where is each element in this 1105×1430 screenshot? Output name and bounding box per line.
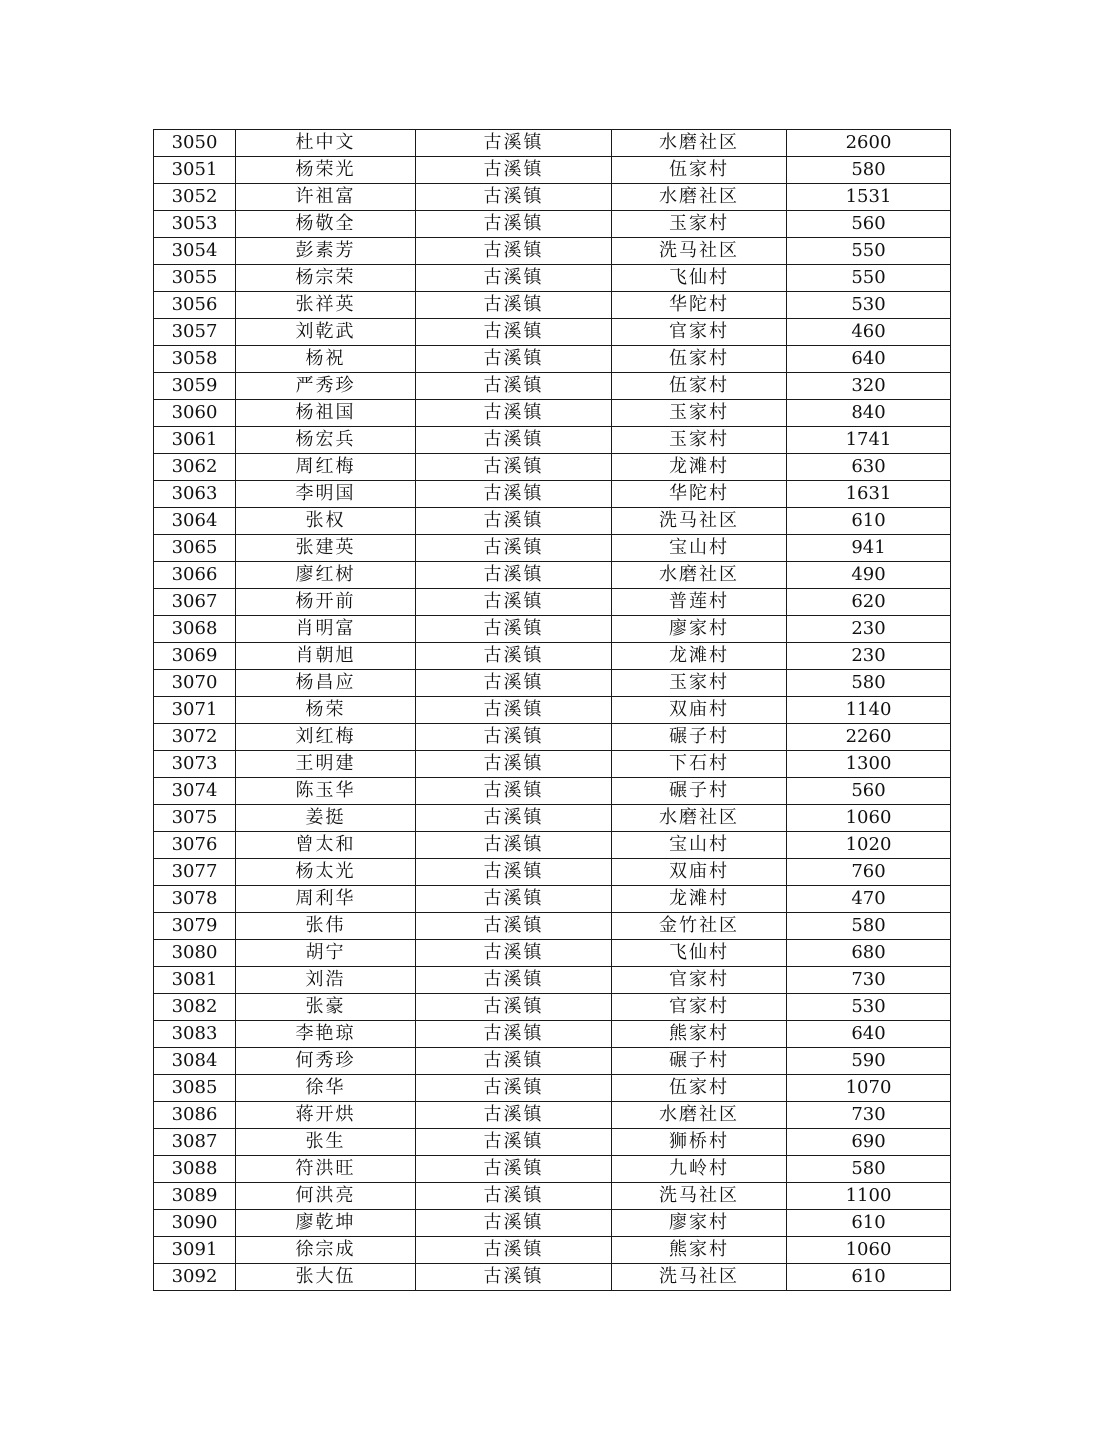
table-row — [154, 1156, 951, 1183]
cell-town: 古溪镇 — [416, 211, 612, 238]
cell-id: 3072 — [154, 724, 236, 751]
table-row — [154, 643, 951, 670]
cell-amount: 1741 — [787, 427, 951, 454]
table-row — [154, 157, 951, 184]
cell-name: 符洪旺 — [236, 1156, 416, 1183]
cell-town: 古溪镇 — [416, 238, 612, 265]
cell-name: 李明国 — [236, 481, 416, 508]
cell-village: 飞仙村 — [612, 265, 787, 292]
cell-town: 古溪镇 — [416, 724, 612, 751]
cell-village: 宝山村 — [612, 832, 787, 859]
cell-town: 古溪镇 — [416, 913, 612, 940]
cell-id: 3055 — [154, 265, 236, 292]
table-row — [154, 940, 951, 967]
cell-town: 古溪镇 — [416, 562, 612, 589]
cell-amount: 1300 — [787, 751, 951, 778]
cell-town: 古溪镇 — [416, 1210, 612, 1237]
cell-town: 古溪镇 — [416, 508, 612, 535]
cell-name: 杨敬全 — [236, 211, 416, 238]
cell-amount: 620 — [787, 589, 951, 616]
cell-town: 古溪镇 — [416, 427, 612, 454]
cell-town: 古溪镇 — [416, 1075, 612, 1102]
cell-id: 3070 — [154, 670, 236, 697]
cell-amount: 1020 — [787, 832, 951, 859]
cell-village: 水磨社区 — [612, 805, 787, 832]
cell-village: 洗马社区 — [612, 1183, 787, 1210]
cell-id: 3077 — [154, 859, 236, 886]
cell-id: 3063 — [154, 481, 236, 508]
cell-town: 古溪镇 — [416, 805, 612, 832]
cell-amount: 580 — [787, 670, 951, 697]
cell-village: 玉家村 — [612, 427, 787, 454]
cell-village: 熊家村 — [612, 1237, 787, 1264]
cell-town: 古溪镇 — [416, 751, 612, 778]
cell-name: 杨太光 — [236, 859, 416, 886]
cell-village: 龙滩村 — [612, 643, 787, 670]
cell-amount: 1070 — [787, 1075, 951, 1102]
cell-village: 碾子村 — [612, 1048, 787, 1075]
cell-id: 3054 — [154, 238, 236, 265]
roster-table-body — [154, 130, 951, 1291]
cell-id: 3059 — [154, 373, 236, 400]
cell-amount: 730 — [787, 967, 951, 994]
cell-id: 3064 — [154, 508, 236, 535]
cell-amount: 550 — [787, 238, 951, 265]
cell-town: 古溪镇 — [416, 130, 612, 157]
cell-id: 3090 — [154, 1210, 236, 1237]
cell-amount: 630 — [787, 454, 951, 481]
cell-amount: 1060 — [787, 1237, 951, 1264]
cell-id: 3061 — [154, 427, 236, 454]
table-row — [154, 1264, 951, 1291]
cell-name: 杨宏兵 — [236, 427, 416, 454]
table-row — [154, 481, 951, 508]
cell-village: 官家村 — [612, 994, 787, 1021]
cell-id: 3057 — [154, 319, 236, 346]
cell-id: 3060 — [154, 400, 236, 427]
cell-id: 3058 — [154, 346, 236, 373]
cell-village: 玉家村 — [612, 400, 787, 427]
cell-town: 古溪镇 — [416, 454, 612, 481]
cell-id: 3088 — [154, 1156, 236, 1183]
cell-amount: 730 — [787, 1102, 951, 1129]
cell-village: 官家村 — [612, 967, 787, 994]
cell-village: 普莲村 — [612, 589, 787, 616]
cell-id: 3078 — [154, 886, 236, 913]
cell-name: 张建英 — [236, 535, 416, 562]
cell-town: 古溪镇 — [416, 859, 612, 886]
table-row — [154, 913, 951, 940]
cell-village: 飞仙村 — [612, 940, 787, 967]
cell-name: 刘浩 — [236, 967, 416, 994]
cell-name: 许祖富 — [236, 184, 416, 211]
cell-town: 古溪镇 — [416, 886, 612, 913]
table-row — [154, 1021, 951, 1048]
cell-village: 华陀村 — [612, 481, 787, 508]
table-row — [154, 1183, 951, 1210]
cell-name: 肖明富 — [236, 616, 416, 643]
cell-town: 古溪镇 — [416, 1156, 612, 1183]
cell-name: 杨宗荣 — [236, 265, 416, 292]
cell-amount: 2600 — [787, 130, 951, 157]
cell-amount: 941 — [787, 535, 951, 562]
cell-id: 3056 — [154, 292, 236, 319]
cell-amount: 580 — [787, 913, 951, 940]
cell-name: 杨荣 — [236, 697, 416, 724]
cell-name: 张权 — [236, 508, 416, 535]
table-row — [154, 238, 951, 265]
cell-id: 3080 — [154, 940, 236, 967]
cell-village: 廖家村 — [612, 1210, 787, 1237]
table-row — [154, 994, 951, 1021]
cell-id: 3087 — [154, 1129, 236, 1156]
cell-town: 古溪镇 — [416, 940, 612, 967]
cell-amount: 1140 — [787, 697, 951, 724]
table-row — [154, 346, 951, 373]
cell-name: 廖红树 — [236, 562, 416, 589]
cell-town: 古溪镇 — [416, 697, 612, 724]
cell-town: 古溪镇 — [416, 616, 612, 643]
cell-village: 双庙村 — [612, 697, 787, 724]
cell-amount: 560 — [787, 211, 951, 238]
table-row — [154, 1210, 951, 1237]
cell-village: 华陀村 — [612, 292, 787, 319]
table-row — [154, 184, 951, 211]
cell-name: 杨开前 — [236, 589, 416, 616]
cell-name: 张大伍 — [236, 1264, 416, 1291]
cell-name: 徐华 — [236, 1075, 416, 1102]
table-row — [154, 724, 951, 751]
cell-amount: 1060 — [787, 805, 951, 832]
table-row — [154, 967, 951, 994]
cell-amount: 530 — [787, 994, 951, 1021]
cell-amount: 580 — [787, 1156, 951, 1183]
table-row — [154, 265, 951, 292]
cell-name: 李艳琼 — [236, 1021, 416, 1048]
cell-town: 古溪镇 — [416, 265, 612, 292]
cell-village: 玉家村 — [612, 670, 787, 697]
cell-town: 古溪镇 — [416, 1183, 612, 1210]
cell-amount: 680 — [787, 940, 951, 967]
cell-id: 3071 — [154, 697, 236, 724]
cell-town: 古溪镇 — [416, 670, 612, 697]
cell-name: 杜中文 — [236, 130, 416, 157]
cell-amount: 460 — [787, 319, 951, 346]
table-row — [154, 292, 951, 319]
cell-village: 水磨社区 — [612, 184, 787, 211]
cell-village: 狮桥村 — [612, 1129, 787, 1156]
table-row — [154, 535, 951, 562]
cell-village: 水磨社区 — [612, 562, 787, 589]
cell-village: 金竹社区 — [612, 913, 787, 940]
table-row — [154, 589, 951, 616]
cell-id: 3051 — [154, 157, 236, 184]
cell-town: 古溪镇 — [416, 373, 612, 400]
table-row — [154, 400, 951, 427]
table-row — [154, 751, 951, 778]
table-row — [154, 454, 951, 481]
cell-name: 杨荣光 — [236, 157, 416, 184]
cell-village: 洗马社区 — [612, 508, 787, 535]
cell-name: 刘红梅 — [236, 724, 416, 751]
table-row — [154, 697, 951, 724]
cell-amount: 1100 — [787, 1183, 951, 1210]
cell-name: 杨祖国 — [236, 400, 416, 427]
cell-name: 王明建 — [236, 751, 416, 778]
table-row — [154, 1075, 951, 1102]
cell-id: 3052 — [154, 184, 236, 211]
cell-id: 3081 — [154, 967, 236, 994]
cell-town: 古溪镇 — [416, 535, 612, 562]
table-row — [154, 1102, 951, 1129]
cell-village: 碾子村 — [612, 724, 787, 751]
cell-amount: 320 — [787, 373, 951, 400]
cell-id: 3069 — [154, 643, 236, 670]
cell-village: 碾子村 — [612, 778, 787, 805]
cell-amount: 2260 — [787, 724, 951, 751]
cell-name: 刘乾武 — [236, 319, 416, 346]
cell-name: 胡宁 — [236, 940, 416, 967]
cell-town: 古溪镇 — [416, 481, 612, 508]
cell-village: 宝山村 — [612, 535, 787, 562]
cell-name: 廖乾坤 — [236, 1210, 416, 1237]
table-row — [154, 805, 951, 832]
cell-town: 古溪镇 — [416, 157, 612, 184]
cell-amount: 590 — [787, 1048, 951, 1075]
cell-id: 3083 — [154, 1021, 236, 1048]
cell-amount: 640 — [787, 1021, 951, 1048]
cell-name: 周红梅 — [236, 454, 416, 481]
table-row — [154, 562, 951, 589]
cell-name: 张豪 — [236, 994, 416, 1021]
table-row — [154, 373, 951, 400]
cell-amount: 550 — [787, 265, 951, 292]
cell-id: 3075 — [154, 805, 236, 832]
cell-amount: 640 — [787, 346, 951, 373]
cell-id: 3076 — [154, 832, 236, 859]
table-row — [154, 211, 951, 238]
cell-village: 熊家村 — [612, 1021, 787, 1048]
cell-village: 龙滩村 — [612, 454, 787, 481]
cell-id: 3050 — [154, 130, 236, 157]
cell-village: 洗马社区 — [612, 1264, 787, 1291]
cell-id: 3062 — [154, 454, 236, 481]
table-row — [154, 427, 951, 454]
cell-id: 3084 — [154, 1048, 236, 1075]
cell-name: 张生 — [236, 1129, 416, 1156]
cell-town: 古溪镇 — [416, 400, 612, 427]
cell-id: 3073 — [154, 751, 236, 778]
cell-id: 3068 — [154, 616, 236, 643]
cell-name: 蒋开烘 — [236, 1102, 416, 1129]
cell-town: 古溪镇 — [416, 346, 612, 373]
cell-town: 古溪镇 — [416, 1129, 612, 1156]
cell-village: 伍家村 — [612, 346, 787, 373]
cell-id: 3079 — [154, 913, 236, 940]
table-row — [154, 859, 951, 886]
cell-name: 周利华 — [236, 886, 416, 913]
table-row — [154, 1129, 951, 1156]
cell-name: 曾太和 — [236, 832, 416, 859]
cell-town: 古溪镇 — [416, 292, 612, 319]
cell-town: 古溪镇 — [416, 1102, 612, 1129]
table-row — [154, 1048, 951, 1075]
cell-town: 古溪镇 — [416, 1021, 612, 1048]
table-row — [154, 832, 951, 859]
cell-amount: 1531 — [787, 184, 951, 211]
cell-amount: 610 — [787, 1210, 951, 1237]
cell-amount: 230 — [787, 616, 951, 643]
cell-amount: 760 — [787, 859, 951, 886]
cell-name: 张祥英 — [236, 292, 416, 319]
cell-village: 龙滩村 — [612, 886, 787, 913]
cell-town: 古溪镇 — [416, 832, 612, 859]
cell-town: 古溪镇 — [416, 589, 612, 616]
table-row — [154, 508, 951, 535]
cell-id: 3074 — [154, 778, 236, 805]
cell-village: 下石村 — [612, 751, 787, 778]
cell-amount: 530 — [787, 292, 951, 319]
cell-village: 伍家村 — [612, 373, 787, 400]
cell-id: 3066 — [154, 562, 236, 589]
cell-amount: 1631 — [787, 481, 951, 508]
cell-village: 洗马社区 — [612, 238, 787, 265]
cell-amount: 610 — [787, 508, 951, 535]
cell-name: 杨昌应 — [236, 670, 416, 697]
cell-village: 官家村 — [612, 319, 787, 346]
cell-name: 陈玉华 — [236, 778, 416, 805]
cell-name: 肖朝旭 — [236, 643, 416, 670]
table-row — [154, 886, 951, 913]
cell-amount: 560 — [787, 778, 951, 805]
cell-name: 严秀珍 — [236, 373, 416, 400]
cell-town: 古溪镇 — [416, 778, 612, 805]
cell-town: 古溪镇 — [416, 994, 612, 1021]
roster-table — [153, 129, 951, 1291]
cell-id: 3053 — [154, 211, 236, 238]
cell-id: 3086 — [154, 1102, 236, 1129]
cell-name: 姜挺 — [236, 805, 416, 832]
cell-name: 何秀珍 — [236, 1048, 416, 1075]
cell-id: 3089 — [154, 1183, 236, 1210]
cell-village: 双庙村 — [612, 859, 787, 886]
cell-village: 廖家村 — [612, 616, 787, 643]
table-row — [154, 1237, 951, 1264]
cell-id: 3065 — [154, 535, 236, 562]
cell-name: 张伟 — [236, 913, 416, 940]
cell-village: 九岭村 — [612, 1156, 787, 1183]
cell-village: 伍家村 — [612, 157, 787, 184]
cell-amount: 490 — [787, 562, 951, 589]
cell-amount: 840 — [787, 400, 951, 427]
cell-id: 3091 — [154, 1237, 236, 1264]
table-row — [154, 670, 951, 697]
cell-town: 古溪镇 — [416, 184, 612, 211]
cell-village: 伍家村 — [612, 1075, 787, 1102]
table-row — [154, 130, 951, 157]
cell-id: 3067 — [154, 589, 236, 616]
table-row — [154, 616, 951, 643]
cell-village: 水磨社区 — [612, 1102, 787, 1129]
cell-town: 古溪镇 — [416, 967, 612, 994]
cell-village: 玉家村 — [612, 211, 787, 238]
cell-town: 古溪镇 — [416, 643, 612, 670]
table-row — [154, 319, 951, 346]
cell-amount: 230 — [787, 643, 951, 670]
cell-town: 古溪镇 — [416, 319, 612, 346]
cell-town: 古溪镇 — [416, 1048, 612, 1075]
cell-town: 古溪镇 — [416, 1237, 612, 1264]
cell-name: 何洪亮 — [236, 1183, 416, 1210]
cell-name: 徐宗成 — [236, 1237, 416, 1264]
cell-amount: 580 — [787, 157, 951, 184]
cell-town: 古溪镇 — [416, 1264, 612, 1291]
cell-id: 3092 — [154, 1264, 236, 1291]
cell-name: 杨祝 — [236, 346, 416, 373]
cell-amount: 690 — [787, 1129, 951, 1156]
cell-name: 彭素芳 — [236, 238, 416, 265]
cell-village: 水磨社区 — [612, 130, 787, 157]
cell-id: 3082 — [154, 994, 236, 1021]
cell-amount: 470 — [787, 886, 951, 913]
table-row — [154, 778, 951, 805]
cell-amount: 610 — [787, 1264, 951, 1291]
cell-id: 3085 — [154, 1075, 236, 1102]
